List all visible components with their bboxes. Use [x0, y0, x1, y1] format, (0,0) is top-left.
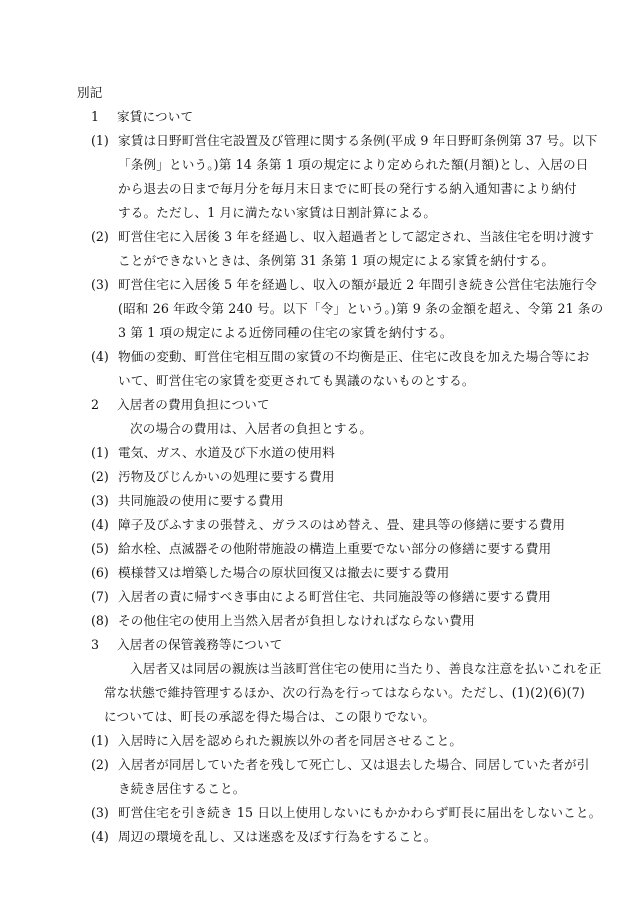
item-text-line: 家賃は日野町営住宅設置及び管理に関する条例(平成 9 年日野町条例第 37 号。以下	[118, 133, 598, 148]
item-text-line: 障子及びふすまの張替え、ガラスのはめ替え、畳、建具等の修繕に要する費用	[118, 517, 566, 532]
item-number: (2)	[91, 757, 109, 772]
item-number: (2)	[91, 229, 109, 244]
item-number: (3)	[91, 277, 109, 292]
item-number: (3)	[91, 493, 109, 508]
item-text-line: 電気、ガス、水道及び下水道の使用料	[118, 445, 336, 460]
item-number: (8)	[91, 613, 109, 628]
item-number: (2)	[91, 469, 109, 484]
item-text-line: 入居者が同居していた者を残して死亡し、又は退去した場合、同居していた者が引	[118, 757, 590, 772]
item-text-line: 給水栓、点滅器その他附帯施設の構造上重要でない部分の修繕に要する費用	[118, 541, 552, 556]
item-text-line: 町営住宅に入居後 5 年を経過し、収入の額が最近 2 年間引き続き公営住宅法施行令	[118, 277, 597, 292]
section-number: 3	[91, 637, 100, 652]
section-intro-line: 次の場合の費用は、入居者の負担とする。	[130, 421, 373, 436]
item-number: (4)	[91, 829, 109, 844]
item-number: (1)	[91, 445, 109, 460]
item-text-line: 3 第 1 項の規定による近傍同種の住宅の家賃を納付する。	[118, 325, 453, 340]
item-text-line: 汚物及びじんかいの処理に要する費用	[118, 469, 335, 484]
item-number: (3)	[91, 805, 109, 820]
item-number: (6)	[91, 565, 109, 580]
item-text-line: 周辺の環境を乱し、又は迷惑を及ぼす行為をすること。	[118, 829, 437, 844]
item-text-line: 町営住宅を引き続き 15 日以上使用しないにもかかわらず町長に届出をしないこと。	[118, 805, 602, 820]
item-text-line: 模様替又は増築した場合の原状回復又は撤去に要する費用	[118, 565, 450, 580]
section-title: 入居者の費用負担について	[117, 397, 270, 412]
item-number: (7)	[91, 589, 109, 604]
section-intro-line: 常な状態で維持管理するほか、次の行為を行ってはならない。ただし、(1)(2)(6)(7)	[104, 685, 585, 700]
item-text-line: いて、町営住宅の家賃を変更されても異議のないものとする。	[118, 373, 475, 388]
item-number: (4)	[91, 349, 109, 364]
item-number: (4)	[91, 517, 109, 532]
item-text-line: 入居者の責に帰すべき事由による町営住宅、共同施設等の修繕に要する費用	[118, 589, 552, 604]
item-text-line: ことができないときは、条例第 31 条第 1 項の規定による家賃を納付する。	[118, 253, 555, 268]
item-number: (5)	[91, 541, 109, 556]
item-text-line: 町営住宅に入居後 3 年を経過し、収入超過者として認定され、当該住宅を明け渡す	[118, 229, 594, 244]
item-text-line: (昭和 26 年政令第 240 号。以下「令」という。)第 9 条の金額を超え、令第 21 条の	[118, 301, 604, 316]
item-text-line: から退去の日まで毎月分を毎月末日までに町長の発行する納入通知書により納付	[118, 181, 577, 196]
section-number: 1	[91, 109, 100, 124]
section-title: 家賃について	[117, 109, 194, 124]
item-text-line: 「条例」という。)第 14 条第 1 項の規定により定められた額(月額)とし、入居の日	[118, 157, 589, 172]
section-intro-line: 入居者又は同居の親族は当該町営住宅の使用に当たり、善良な注意を払いこれを正	[130, 661, 602, 676]
section-intro-line: については、町長の承認を得た場合は、この限りでない。	[104, 709, 436, 724]
section-number: 2	[91, 397, 100, 412]
item-text-line: 共同施設の使用に要する費用	[118, 493, 284, 508]
item-text-line: 物価の変動、町営住宅相互間の家賃の不均衡是正、住宅に改良を加えた場合等にお	[118, 349, 590, 364]
document-heading: 別記	[77, 85, 103, 100]
item-text-line: 入居時に入居を認められた親族以外の者を同居させること。	[118, 733, 463, 748]
item-number: (1)	[91, 133, 109, 148]
item-number: (1)	[91, 733, 109, 748]
item-text-line: その他住宅の使用上当然入居者が負担しなければならない費用	[118, 613, 475, 628]
item-text-line: き続き居住すること。	[118, 781, 246, 796]
item-text-line: する。ただし、1 月に満たない家賃は日割計算による。	[118, 205, 437, 220]
section-title: 入居者の保管義務等について	[117, 637, 283, 652]
